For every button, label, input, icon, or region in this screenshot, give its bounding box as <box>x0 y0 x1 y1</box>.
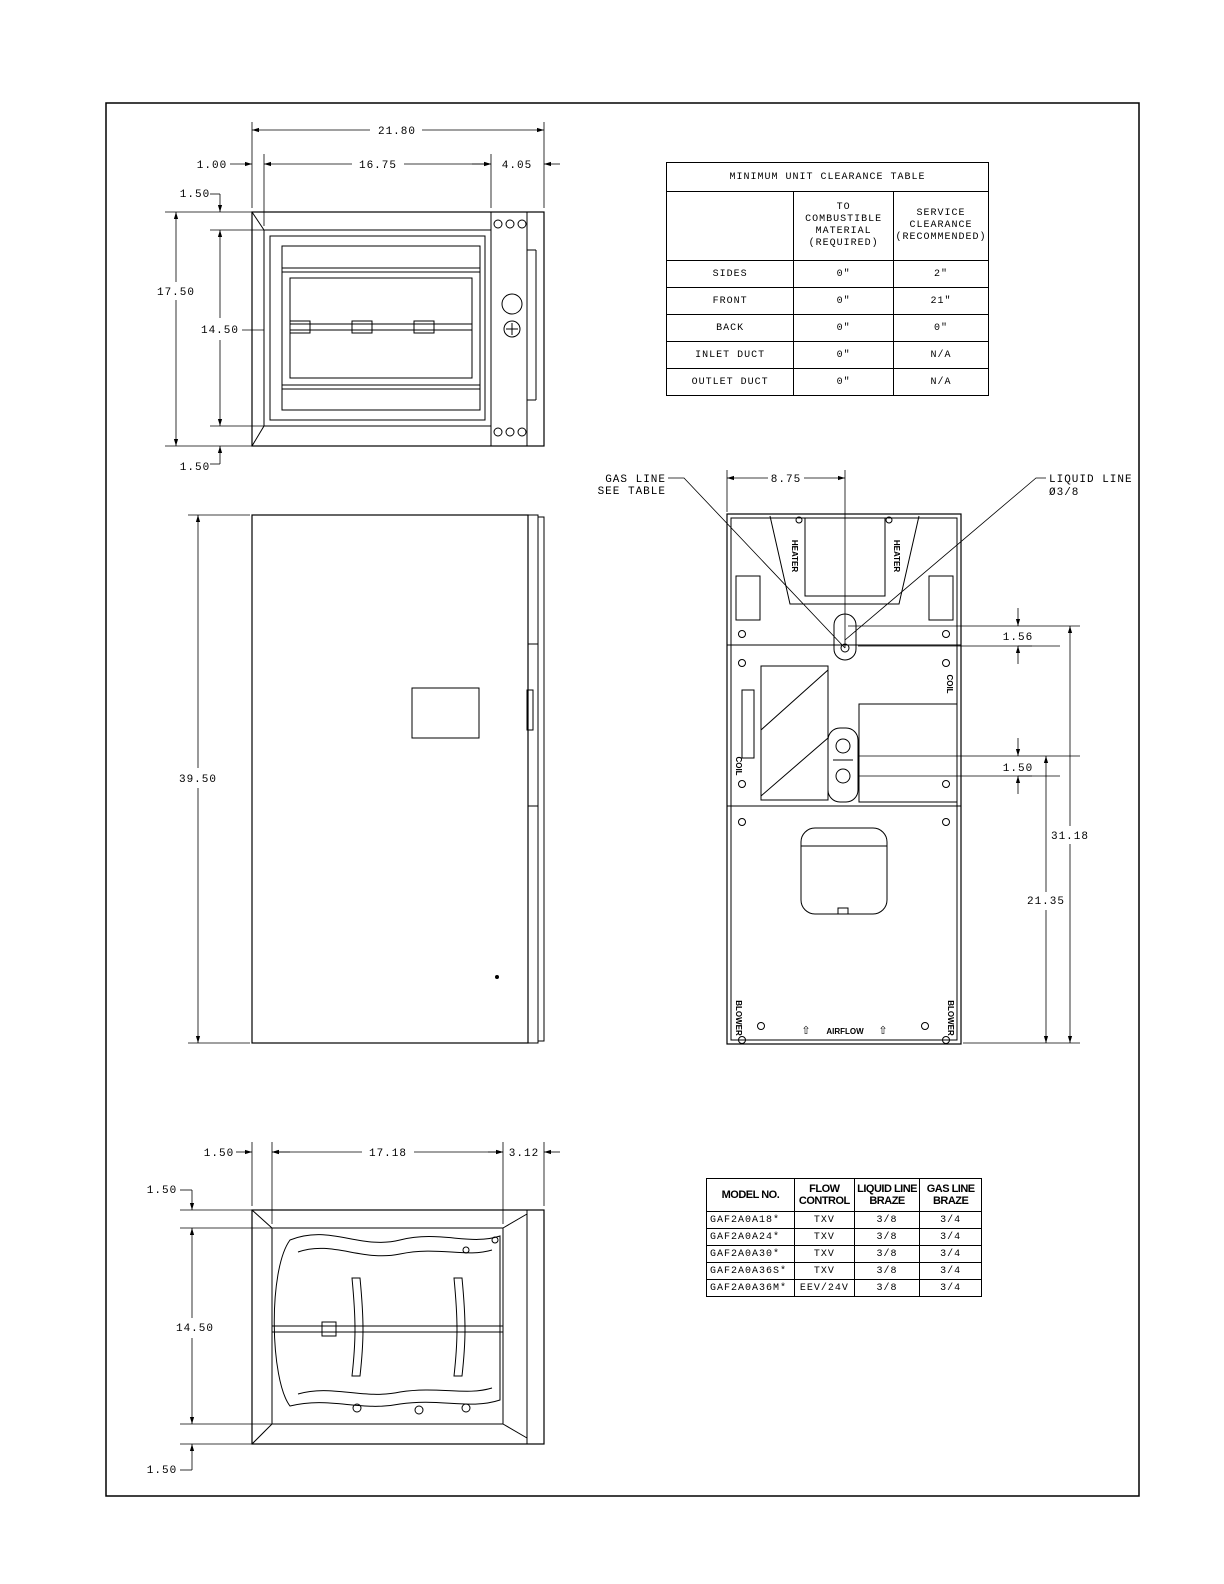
table-row <box>707 1229 982 1246</box>
table-row <box>707 1280 982 1297</box>
dim-back-21-35: 21.35 <box>1026 896 1066 908</box>
back-view <box>727 514 961 1044</box>
model-header-liquid: LIQUID LINE BRAZE <box>854 1179 920 1212</box>
dim-back-31-18: 31.18 <box>1050 831 1090 843</box>
model-flow-control: TXV <box>794 1263 854 1280</box>
model-table <box>706 1178 982 1297</box>
dim-bottom-bottom-margin: 1.50 <box>146 1465 178 1477</box>
model-gas-braze: 3/4 <box>920 1280 982 1297</box>
dim-back-1-50: 1.50 <box>1002 763 1034 775</box>
model-header-model: MODEL NO. <box>707 1179 795 1212</box>
dim-overall-width: 21.80 <box>377 126 417 138</box>
model-flow-control: TXV <box>794 1229 854 1246</box>
model-flow-control: TXV <box>794 1246 854 1263</box>
top-view-dimensions <box>165 122 560 464</box>
clearance-location: BACK <box>667 315 794 342</box>
clearance-combustible: 0" <box>794 369 894 396</box>
table-row <box>667 261 989 288</box>
dim-bottom-right-offset: 3.12 <box>508 1148 540 1160</box>
model-number: GAF2A0A36S* <box>707 1263 795 1280</box>
gas-line-label-1: GAS LINE <box>605 474 666 486</box>
dim-top-inner-depth: 14.50 <box>200 325 240 337</box>
dim-top-inner-width: 16.75 <box>358 160 398 172</box>
table-row <box>667 369 989 396</box>
clearance-combustible: 0" <box>794 261 894 288</box>
clearance-service: 21" <box>894 288 989 315</box>
top-view <box>252 212 544 446</box>
table-row <box>667 315 989 342</box>
clearance-location: OUTLET DUCT <box>667 369 794 396</box>
dim-bottom-inner-width: 17.18 <box>368 1148 408 1160</box>
model-header-gas: GAS LINE BRAZE <box>920 1179 982 1212</box>
stamp-coil-right: COIL <box>945 674 954 694</box>
model-liquid-braze: 3/8 <box>854 1246 920 1263</box>
front-view <box>252 515 544 1043</box>
model-gas-braze: 3/4 <box>920 1246 982 1263</box>
model-gas-braze: 3/4 <box>920 1212 982 1229</box>
dim-top-left-offset: 1.00 <box>196 160 228 172</box>
model-liquid-braze: 3/8 <box>854 1263 920 1280</box>
model-flow-control: TXV <box>794 1212 854 1229</box>
table-row <box>707 1246 982 1263</box>
clearance-table-title: MINIMUM UNIT CLEARANCE TABLE <box>667 163 989 192</box>
dim-bottom-left-offset: 1.50 <box>203 1148 235 1160</box>
clearance-combustible: 0" <box>794 288 894 315</box>
clearance-service: 0" <box>894 315 989 342</box>
dim-top-bottom-margin: 1.50 <box>179 462 211 474</box>
dim-back-1-56: 1.56 <box>1002 632 1034 644</box>
dim-bottom-top-margin: 1.50 <box>146 1185 178 1197</box>
dim-back-left-offset: 8.75 <box>770 474 802 486</box>
clearance-location: SIDES <box>667 261 794 288</box>
clearance-service: N/A <box>894 369 989 396</box>
clearance-combustible: 0" <box>794 342 894 369</box>
stamp-blower-right: BLOWER <box>946 1000 955 1036</box>
model-number: GAF2A0A36M* <box>707 1280 795 1297</box>
model-gas-braze: 3/4 <box>920 1229 982 1246</box>
table-row <box>707 1263 982 1280</box>
model-number: GAF2A0A30* <box>707 1246 795 1263</box>
model-liquid-braze: 3/8 <box>854 1212 920 1229</box>
clearance-service: N/A <box>894 342 989 369</box>
airflow-arrow-right: ⇧ <box>878 1025 888 1037</box>
model-flow-control: EEV/24V <box>794 1280 854 1297</box>
table-row <box>667 342 989 369</box>
stamp-heater-right: HEATER <box>892 539 901 573</box>
liquid-line-label-1: LIQUID LINE <box>1049 474 1133 486</box>
dim-top-right-offset: 4.05 <box>501 160 533 172</box>
model-liquid-braze: 3/8 <box>854 1229 920 1246</box>
clearance-header-combustible: TO COMBUSTIBLE MATERIAL (REQUIRED) <box>794 192 894 261</box>
clearance-header-blank <box>667 192 794 261</box>
clearance-location: FRONT <box>667 288 794 315</box>
stamp-blower-left: BLOWER <box>734 1000 743 1036</box>
model-number: GAF2A0A24* <box>707 1229 795 1246</box>
clearance-table <box>666 162 989 396</box>
back-view-dimensions <box>668 470 1080 1043</box>
dim-top-margin: 1.50 <box>179 189 211 201</box>
dim-unit-height: 39.50 <box>178 774 218 786</box>
dim-overall-depth: 17.50 <box>156 287 196 299</box>
clearance-service: 2" <box>894 261 989 288</box>
bottom-view <box>252 1210 544 1444</box>
model-number: GAF2A0A18* <box>707 1212 795 1229</box>
model-gas-braze: 3/4 <box>920 1263 982 1280</box>
stamp-coil-left: COIL <box>734 756 743 776</box>
liquid-line-label-2: Ø3/8 <box>1049 487 1080 499</box>
dim-bottom-inner-depth: 14.50 <box>175 1323 215 1335</box>
clearance-location: INLET DUCT <box>667 342 794 369</box>
model-liquid-braze: 3/8 <box>854 1280 920 1297</box>
table-row <box>707 1212 982 1229</box>
gas-line-label-2: SEE TABLE <box>597 486 666 498</box>
clearance-combustible: 0" <box>794 315 894 342</box>
table-row <box>667 288 989 315</box>
stamp-airflow: AIRFLOW <box>826 1027 864 1036</box>
stamp-heater-left: HEATER <box>790 539 799 573</box>
airflow-arrow-left: ⇧ <box>801 1025 811 1037</box>
clearance-header-service: SERVICE CLEARANCE (RECOMMENDED) <box>894 192 989 261</box>
model-header-flow: FLOW CONTROL <box>794 1179 854 1212</box>
